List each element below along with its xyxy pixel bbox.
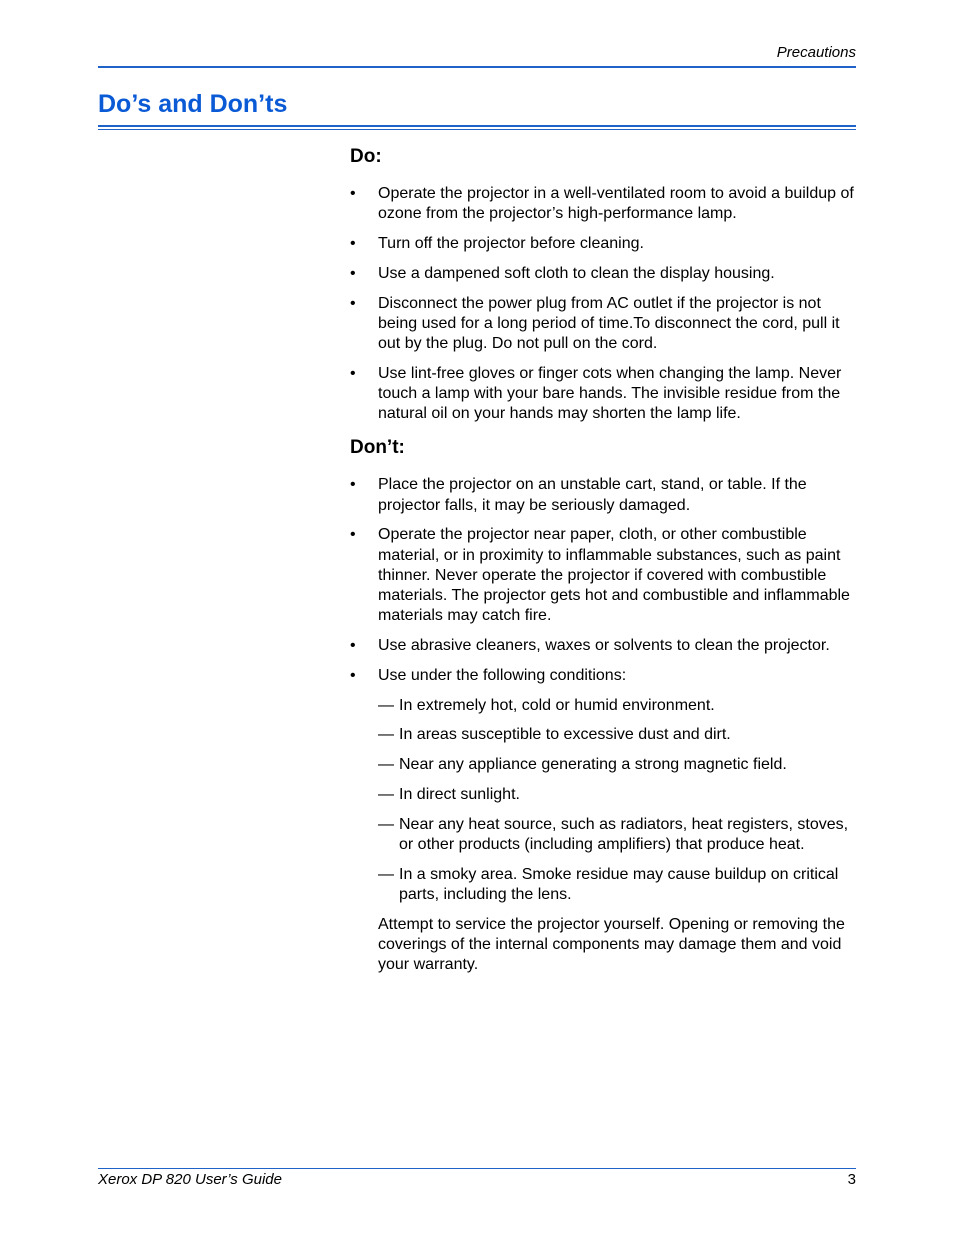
list-item-text: Operate the projector near paper, cloth, or other combustible material, or in proximity to inflammable substances, such as paint thinner. Never operate the projector if covered with combustible materials. The projector gets hot and combustible and inflammable materials may catch fire. xyxy=(378,526,850,625)
header-rule xyxy=(98,66,856,68)
do-heading: Do: xyxy=(350,146,382,167)
dash-glyph: — xyxy=(378,726,394,744)
dash-glyph: — xyxy=(378,815,394,833)
condition-text: Near any appliance generating a strong magnetic field. xyxy=(399,756,787,774)
condition-text: In direct sunlight. xyxy=(399,786,520,803)
do-list xyxy=(350,184,856,424)
closing-paragraph: Attempt to service the projector yourself. Opening or removing the coverings of the internal components may damage them and void your warranty. xyxy=(378,915,845,974)
list-item-text: Use under the following conditions: xyxy=(378,666,627,684)
bullet-glyph: • xyxy=(350,264,356,282)
bullet-glyph: • xyxy=(350,294,356,312)
dont-heading: Don’t: xyxy=(350,437,405,459)
dash-glyph: — xyxy=(378,756,394,774)
page-number: 3 xyxy=(847,1171,856,1188)
bullet-glyph: • xyxy=(350,666,356,684)
dash-glyph: — xyxy=(378,696,394,714)
list-item xyxy=(350,364,856,425)
condition-item xyxy=(378,755,856,775)
condition-text: In extremely hot, cold or humid environment. xyxy=(399,696,715,714)
page-title: Do’s and Don’ts xyxy=(98,90,288,118)
list-item xyxy=(350,666,856,905)
bullet-glyph: • xyxy=(350,235,356,252)
list-item xyxy=(350,264,856,284)
list-item xyxy=(350,475,856,515)
condition-item xyxy=(378,725,856,745)
dash-glyph: — xyxy=(378,865,394,883)
dont-list xyxy=(350,475,856,905)
list-item-text: Operate the projector in a well-ventilated room to avoid a buildup of ozone from the projector’s high-performance lamp. xyxy=(378,185,854,223)
condition-text: In a smoky area. Smoke residue may cause buildup on critical parts, including the lens. xyxy=(399,865,839,903)
list-item-text: Use abrasive cleaners, waxes or solvents to clean the projector. xyxy=(378,637,830,655)
bullet-glyph: • xyxy=(350,637,356,655)
list-item-text: Disconnect the power plug from AC outlet if the projector is not being used for a long period of time.To disconnect the cord, pull it out by the plug. Do not pull on the cord. xyxy=(378,294,840,352)
list-item xyxy=(350,636,856,656)
bullet-glyph: • xyxy=(350,476,356,494)
list-item xyxy=(350,525,856,626)
condition-item xyxy=(378,815,856,855)
list-item xyxy=(350,294,856,355)
list-item-text: Place the projector on an unstable cart, stand, or table. If the projector falls, it may be seriously damaged. xyxy=(378,476,807,514)
list-item-text: Use a dampened soft cloth to clean the display housing. xyxy=(378,264,775,282)
main-content xyxy=(350,145,856,975)
condition-item xyxy=(378,865,856,905)
bullet-glyph: • xyxy=(350,185,356,202)
bullet-glyph: • xyxy=(350,526,356,544)
condition-text: Near any heat source, such as radiators, heat registers, stoves, or other products (including amplifiers) that produce heat. xyxy=(399,815,849,853)
title-rule-top xyxy=(98,125,856,127)
bullet-glyph: • xyxy=(350,364,356,382)
footer-rule xyxy=(98,1168,856,1169)
condition-item xyxy=(378,696,856,716)
list-item-text: Use lint-free gloves or finger cots when changing the lamp. Never touch a lamp with your bare hands. The invisible residue from the natural oil on your hands may shorten the lamp life. xyxy=(378,364,842,423)
footer-guide-title: Xerox DP 820 User’s Guide xyxy=(98,1171,282,1188)
title-rule-bottom xyxy=(98,129,856,130)
conditions-list xyxy=(378,696,856,906)
running-header: Precautions xyxy=(776,44,856,61)
condition-item xyxy=(378,785,856,805)
condition-text: In areas susceptible to excessive dust and dirt. xyxy=(399,726,731,744)
dash-glyph: — xyxy=(378,786,394,803)
list-item xyxy=(350,234,856,254)
list-item xyxy=(350,184,856,224)
list-item-text: Turn off the projector before cleaning. xyxy=(378,235,644,252)
